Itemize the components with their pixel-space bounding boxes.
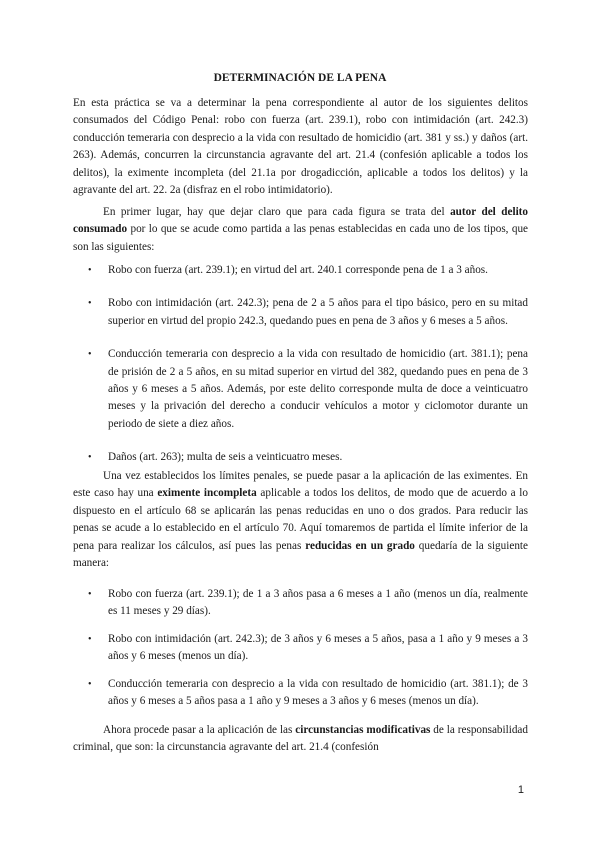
bullet-icon: • xyxy=(88,265,92,276)
paragraph-eximentes-bold-1: eximente incompleta xyxy=(157,487,257,500)
list-item-text: Robo con intimidación (art. 242.3); pena de 2 a 5 años para el tipo básico, pero en su mitad superior en virtud del propio 242.3, quedando pues en pena de 3 años y 6 meses a 5 años. xyxy=(108,297,528,327)
page-title: DETERMINACIÓN DE LA PENA xyxy=(213,72,387,84)
list-item-text: Robo con fuerza (art. 239.1); de 1 a 3 años pasa a 6 meses a 1 año (menos un día, realmente es 11 meses y 29 días). xyxy=(108,588,528,618)
list-item-text: Robo con intimidación (art. 242.3); de 3 años y 6 meses a 5 años, pasa a 1 año y 9 meses a 3 años y 6 meses (menos un día). xyxy=(108,632,528,663)
paragraph-circunstancias-text-a: Ahora procede pasar a la aplicación de las xyxy=(103,724,296,736)
intro-paragraph: En esta práctica se va a determinar la pena correspondiente al autor de los siguientes delitos consumados del Código Penal: robo con fuerza (art. 239.1), robo con intimidación (art. 242.3) conducción temeraria con desprecio a la vida con resultado de homicidio (art. 381 y ss.) y daños (art. 263). Además, concurren la circunstancia agravante del art. 21.4 (confesión aplicable a todos los delitos), la eximente incompleta (del 21.1a por drogadicción, aplicable a todos los delitos) y la agravante del art. 22. 2a (disfraz en el robo intimidatorio). xyxy=(73,97,528,197)
list-item-text: Daños (art. 263); multa de seis a veinticuatro meses. xyxy=(108,451,343,464)
paragraph-eximentes-text-a: Una vez establecidos los límites penales, se puede pasar a la aplicación de las eximentes. En este caso hay una xyxy=(73,470,528,500)
paragraph-circunstancias-text-b: de la responsabilidad criminal, que son: la circunstancia agravante del art. 21.4 (confesión xyxy=(73,724,528,754)
paragraph-penas xyxy=(73,204,528,256)
bullet-icon: • xyxy=(88,349,92,361)
paragraph-eximentes-text-b: aplicable a todos los delitos, de modo que de acuerdo a lo dispuesto en el artículo 68 se aplicarán las penas reducidas en uno o dos grados. Para reducir las penas se acude a lo establecido en el artículo 70. Aquí tomaremos de partida el límite inferior de la pena para realizar los cálculos, así pues las penas xyxy=(73,487,529,552)
reduced-penalty-list xyxy=(73,586,528,710)
page-number: 1 xyxy=(517,784,524,796)
paragraph-circunstancias xyxy=(73,722,528,757)
penalty-list xyxy=(73,262,528,467)
list-item xyxy=(73,676,528,711)
list-item-text: Conducción temeraria con desprecio a la vida con resultado de homicidio (art. 381.1); de 3 años y 6 meses a 5 años pasa a 1 año y 9 meses a 3 años y 6 meses (menos un día). xyxy=(108,677,528,708)
paragraph-eximentes-text-c: quedaría de la siguiente manera: xyxy=(73,539,528,570)
list-item xyxy=(73,262,528,279)
paragraph-penas-bold: autor del delito consumado xyxy=(73,206,528,236)
paragraph-penas-text-a: En primer lugar, hay que dejar claro que para cada figura se trata del xyxy=(103,206,451,218)
bullet-icon: • xyxy=(88,452,92,464)
bullet-icon: • xyxy=(88,589,92,600)
list-item xyxy=(73,449,528,466)
paragraph-eximentes xyxy=(73,468,528,572)
list-item-text: Conducción temeraria con desprecio a la vida con resultado de homicidio (art. 381.1); pena de prisión de 2 a 5 años, en su mitad superior en virtud del 382, quedando pues en pena de 3 años y 6 meses a 5 años. Además, por este delito corresponde multa de doce a veinticuatro meses y la privación del derecho a conducir vehículos a motor y ciclomotor durante un periodo de siete a diez años. xyxy=(108,348,528,430)
list-item xyxy=(73,346,528,433)
list-item xyxy=(73,295,528,330)
bullet-icon: • xyxy=(88,633,92,645)
paragraph-penas-text-b: por lo que se acude como partida a las penas establecidas en cada uno de los tipos, que son las siguientes: xyxy=(73,223,528,253)
paragraph-circunstancias-bold: circunstancias modificativas xyxy=(295,724,431,736)
bullet-icon: • xyxy=(88,678,92,690)
paragraph-eximentes-bold-2: reducidas en un grado xyxy=(305,539,415,552)
list-item xyxy=(73,586,528,621)
list-item-text: Robo con fuerza (art. 239.1); en virtud del art. 240.1 corresponde pena de 1 a 3 años. xyxy=(108,264,488,276)
bullet-icon: • xyxy=(88,298,92,310)
list-item xyxy=(73,631,528,666)
